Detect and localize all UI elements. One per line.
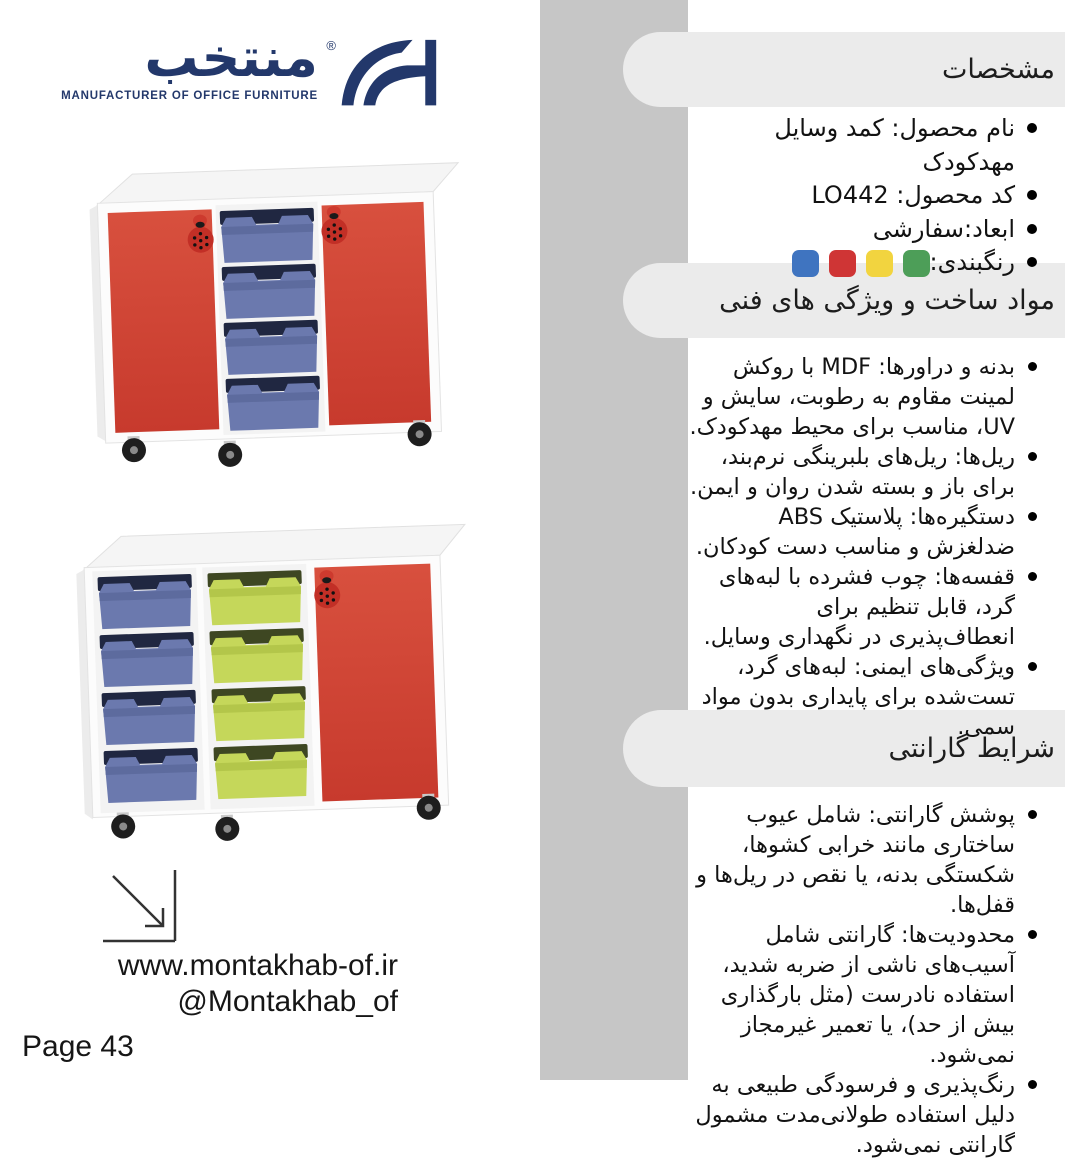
bullet-item xyxy=(686,352,1040,442)
section-title: مواد ساخت و ویژگی های فنی xyxy=(719,285,1055,316)
bullet-item xyxy=(686,179,1040,213)
bullet-item xyxy=(686,502,1040,562)
footer-links xyxy=(0,948,398,1020)
brand-logo xyxy=(61,26,438,115)
specs-bullet-list xyxy=(686,112,1040,280)
color-swatch-yellow xyxy=(866,250,893,277)
bullet-text: ابعاد:سفارشی xyxy=(872,214,1015,243)
materials-bullet-list xyxy=(686,352,1040,742)
bullet-text: بدنه و دراورها: MDF با روکش لمینت مقاوم به رطوبت، سایش و UV، مناسب برای محیط مهدکودک. xyxy=(689,354,1015,440)
bullet-text: نام محصول: کمد وسایل مهدکودک xyxy=(774,114,1015,176)
bullet-item xyxy=(686,246,1040,280)
color-swatch-red xyxy=(829,250,856,277)
bullet-item xyxy=(686,800,1040,920)
bullet-text: ریل‌ها: ریل‌های بلبرینگی نرم‌بند، برای باز و بسته شدن روان و ایمن. xyxy=(690,444,1015,500)
section-title: مشخصات xyxy=(941,54,1055,85)
brand-tagline: MANUFACTURER OF OFFICE FURNITURE xyxy=(61,90,318,102)
corner-arrow-icon xyxy=(103,868,183,948)
color-swatch-green xyxy=(903,250,930,277)
registered-trademark-icon: ® xyxy=(326,38,336,53)
bullet-text: رنگبندی: xyxy=(929,248,1015,276)
bullet-item xyxy=(686,920,1040,1070)
brand-logotype: منتخب xyxy=(144,26,318,89)
website-link[interactable]: www.montakhab-of.ir xyxy=(117,949,398,982)
bullet-text: پوشش گارانتی: شامل عیوب ساختاری مانند خرابی کشوها، شکستگی بدنه، یا نقص در ریل‌ها و قفل‌ها. xyxy=(696,802,1015,918)
color-swatch-row xyxy=(792,250,930,277)
warranty-bullet-list xyxy=(686,800,1040,1160)
bullet-text: رنگ‌پذیری و فرسودگی طبیعی به دلیل استفاده طولانی‌مدت مشمول گارانتی نمی‌شود. xyxy=(695,1072,1015,1158)
bullet-item xyxy=(686,213,1040,247)
social-handle-link[interactable]: @Montakhab_of xyxy=(177,985,398,1018)
bullet-text: کد محصول: LO442 xyxy=(811,181,1015,209)
bullet-item xyxy=(686,562,1040,652)
product-image-cabinet-red-blue xyxy=(85,145,475,470)
bullet-item xyxy=(686,112,1040,179)
bullet-item xyxy=(686,652,1040,742)
bullet-text: ویژگی‌های ایمنی: لبه‌های گرد، تست‌شده برای پایداری بدون مواد سمی. xyxy=(701,654,1015,740)
page-number: Page 43 xyxy=(22,1030,134,1063)
section-title: شرایط گارانتی xyxy=(888,733,1055,764)
color-swatch-blue xyxy=(792,250,819,277)
brand-monogram-icon xyxy=(338,30,438,108)
product-image-cabinet-blue-green xyxy=(72,505,484,850)
bullet-text: قفسه‌ها: چوب فشرده با لبه‌های گرد، قابل تنظیم برای انعطاف‌پذیری در نگهداری وسایل. xyxy=(703,564,1015,650)
bullet-item xyxy=(686,1070,1040,1160)
gray-side-band xyxy=(540,0,688,1080)
section-header-specs xyxy=(623,32,1065,107)
bullet-text: محدودیت‌ها: گارانتی شامل آسیب‌های ناشی از ضربه شدید، استفاده نادرست (مثل بارگذاری بیش از حد)، یا تعمیر غیرمجاز نمی‌شود. xyxy=(720,922,1015,1068)
bullet-text: دستگیره‌ها: پلاستیک ABS ضدلغزش و مناسب دست کودکان. xyxy=(695,504,1015,560)
bullet-item xyxy=(686,442,1040,502)
